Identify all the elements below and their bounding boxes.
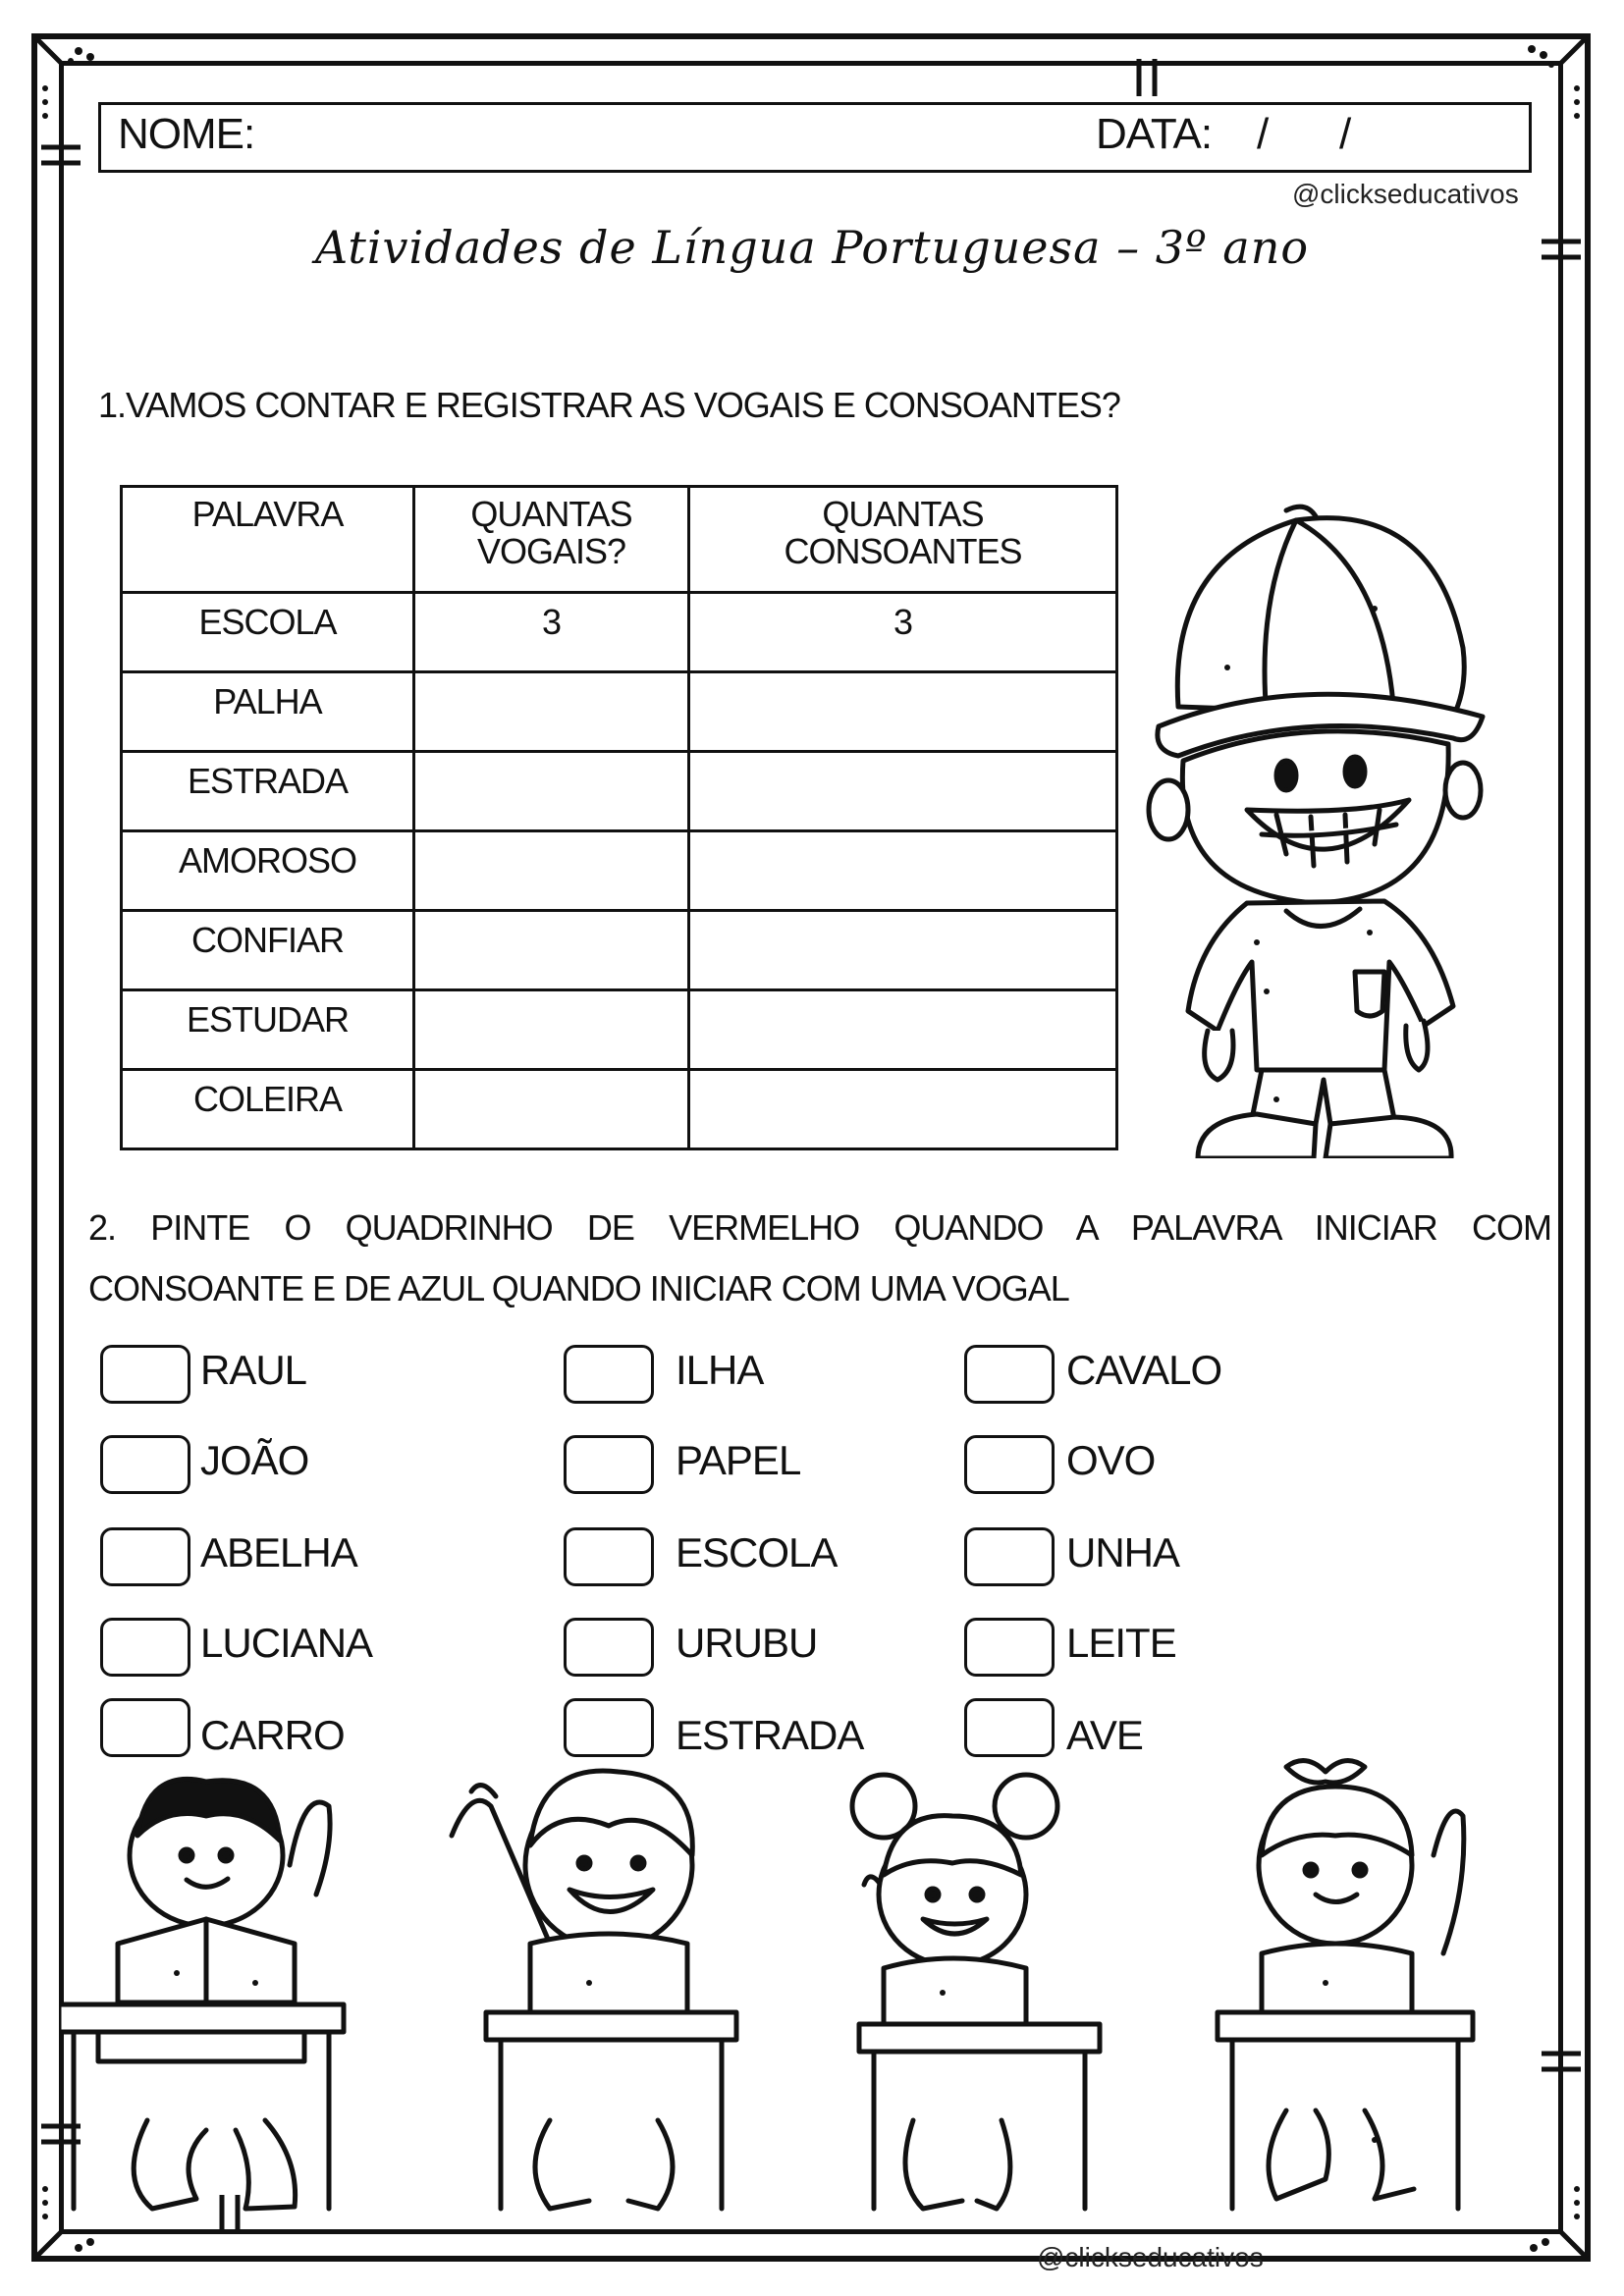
vowels-cell[interactable] [414,672,689,752]
student-reading [59,1779,344,2209]
consonants-cell[interactable] [689,1070,1117,1149]
checkbox-abelha[interactable] [100,1527,190,1586]
option-label: ESCOLA [676,1529,838,1575]
boy-with-cap-illustration [1139,481,1512,1158]
question-1-text: 1.VAMOS CONTAR E REGISTRAR AS VOGAIS E CONSOANTES? [98,385,1120,425]
header-consonants: QUANTAS CONSOANTES [689,487,1117,593]
header-vowels: QUANTAS VOGAIS? [414,487,689,593]
vowels-cell[interactable] [414,1070,689,1149]
student-hand-raised [452,1771,736,2209]
vowels-cell[interactable] [414,911,689,990]
table-header-row [122,487,1117,593]
option-label: LUCIANA [200,1620,373,1666]
word-cell: COLEIRA [122,1070,414,1149]
option-label: RAUL [200,1347,307,1393]
page-title: Atividades de Língua Portuguesa – 3º ano [314,221,1310,274]
checkbox-raul[interactable] [100,1345,190,1404]
table-row [122,593,1117,672]
option-label: JOÃO [200,1437,309,1483]
checkbox-luciana[interactable] [100,1618,190,1677]
option-label: OVO [1066,1437,1156,1483]
date-label: DATA: [1096,110,1213,158]
watermark-top: @clickseducativos [1292,179,1519,209]
table-row [122,1070,1117,1149]
students-at-desks-illustration [59,1747,1561,2228]
checkbox-escola[interactable] [564,1527,654,1586]
student-girl-bow [1218,1761,1473,2209]
vowels-cell[interactable] [414,990,689,1070]
consonants-cell[interactable] [689,672,1117,752]
vowel-consonant-table [120,485,1118,1150]
checkbox-ilha[interactable] [564,1345,654,1404]
table-row [122,672,1117,752]
checkbox-papel[interactable] [564,1435,654,1494]
option-label: ABELHA [200,1529,357,1575]
name-label: NOME: [118,110,255,158]
word-cell: ESTUDAR [122,990,414,1070]
date-separator-2: / [1339,110,1351,158]
option-label: AVE [1066,1712,1143,1758]
option-label: ESTRADA [676,1712,864,1758]
checkbox-ovo[interactable] [964,1435,1055,1494]
consonants-cell[interactable] [689,831,1117,911]
table-row [122,911,1117,990]
word-cell: PALHA [122,672,414,752]
checkbox-leite[interactable] [964,1618,1055,1677]
option-label: CARRO [200,1712,345,1758]
table-row [122,831,1117,911]
option-label: URUBU [676,1620,818,1666]
option-label: LEITE [1066,1620,1176,1666]
table-row [122,990,1117,1070]
word-cell: AMOROSO [122,831,414,911]
question-2-line-1: 2. PINTE O QUADRINHO DE VERMELHO QUANDO A PALAVRA INICIAR COM [88,1207,1551,1248]
consonants-cell[interactable] [689,911,1117,990]
word-cell: ESTRADA [122,752,414,831]
option-label: CAVALO [1066,1347,1222,1393]
checkbox-unha[interactable] [964,1527,1055,1586]
table-row [122,752,1117,831]
checkbox-cavalo[interactable] [964,1345,1055,1404]
word-cell: ESCOLA [122,593,414,672]
option-label: PAPEL [676,1437,801,1483]
vowels-cell[interactable] [414,831,689,911]
watermark-bottom: @clickseducativos [1037,2242,1264,2272]
date-separator-1: / [1257,110,1269,158]
name-field[interactable] [255,116,1060,165]
question-2-text [88,1198,1551,1319]
consonants-cell[interactable] [689,752,1117,831]
vowels-cell[interactable] [414,752,689,831]
student-girl-pigtails [852,1775,1100,2209]
option-label: UNHA [1066,1529,1180,1575]
option-label: ILHA [676,1347,764,1393]
word-cell: CONFIAR [122,911,414,990]
checkbox-urubu[interactable] [564,1618,654,1677]
consonants-cell[interactable] [689,990,1117,1070]
vowels-cell[interactable]: 3 [414,593,689,672]
consonants-cell[interactable]: 3 [689,593,1117,672]
question-2-line-2: CONSOANTE E DE AZUL QUANDO INICIAR COM UMA VOGAL [88,1268,1069,1308]
checkbox-joao[interactable] [100,1435,190,1494]
header-word: PALAVRA [122,487,414,593]
